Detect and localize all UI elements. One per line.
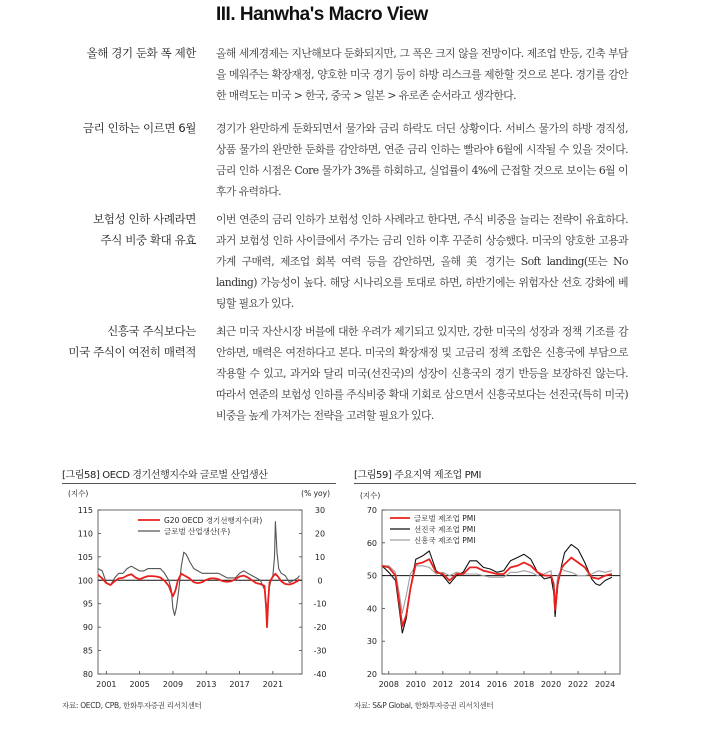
y-tick-label: 40	[366, 604, 377, 614]
section-label: 금리 인하는 이르면 6월	[82, 121, 196, 135]
y-tick-label: 115	[77, 506, 93, 515]
y-tick-label: 50	[366, 571, 377, 581]
figure-title: OECD 경기선행지수와 글로벌 산업생산	[102, 470, 268, 481]
section-label: 올해 경기 둔화 폭 제한	[86, 46, 196, 60]
y-tick-label: 20	[366, 670, 377, 679]
y2-tick-label: -30	[313, 646, 327, 656]
figure-number: [그림59]	[354, 470, 392, 481]
plot-frame	[382, 510, 620, 674]
y-axis-unit: (지수)	[68, 489, 89, 498]
caption-rule	[62, 483, 336, 484]
x-tick-label: 2005	[129, 680, 150, 689]
y-tick-label: 90	[82, 623, 93, 633]
y-tick-label: 30	[366, 637, 377, 647]
x-tick-label: 2013	[196, 680, 217, 689]
y-tick-label: 95	[82, 599, 93, 609]
series-line-dm-pmi	[382, 544, 612, 633]
page-title: III. Hanwha's Macro View	[216, 4, 428, 25]
section-body: 이번 연준의 금리 인하가 보험성 인하 사례라고 한다면, 주식 비중을 늘리는 전략이 유효하다. 과거 보험성 인하 사이클에서 주가는 금리 인하 이후 꾸준히 상승했다. 미국의 양호한 고용과 가계 구매력, 제조업 회복 여력 등을 감안하면, 올해 美 경기는 Soft landing(또는 No landing) 가능성이 높다. 해당 시나리오를 토대로 하면, 하반기에는 위험자산 선호 강화에 베팅할 필요가 있다.	[216, 213, 628, 310]
y2-tick-label: 20	[314, 529, 326, 539]
y-tick-label: 100	[77, 576, 93, 586]
y2-tick-label: -10	[313, 599, 327, 609]
caption-rule	[354, 483, 636, 484]
x-tick-label: 2010	[405, 680, 426, 689]
figure-title: 주요지역 제조업 PMI	[394, 470, 482, 481]
series-line-em-pmi	[382, 566, 612, 614]
pmi-chart	[354, 488, 636, 708]
y2-tick-label: -20	[313, 623, 327, 633]
y-tick-label: 70	[366, 506, 377, 515]
oecd-lei-chart	[62, 488, 336, 708]
legend-label: 글로벌 산업생산(우)	[164, 527, 231, 536]
x-tick-label: 2018	[513, 680, 535, 689]
x-tick-label: 2021	[262, 680, 284, 689]
y2-tick-label: 10	[314, 552, 326, 562]
y2-axis-unit: (% yoy)	[301, 489, 330, 498]
figure-caption	[354, 466, 481, 481]
series-line-global-ip	[98, 522, 300, 623]
x-tick-label: 2024	[594, 680, 616, 689]
legend-label: 글로벌 제조업 PMI	[414, 514, 476, 523]
section-body: 경기가 완만하게 둔화되면서 물가와 금리 하락도 더딘 상황이다. 서비스 물가의 하방 경직성, 상품 물가의 완만한 둔화를 감안하면, 연준 금리 인하는 빨라야 6월에 시작될 수 있을 것이다. 금리 인하 시점은 Core 물가가 3%를 하회하고, 실업률이 4%에 근접할 것으로 보이는 6월 이후가 유력하다.	[216, 122, 628, 198]
section-body: 최근 미국 자산시장 버블에 대한 우려가 제기되고 있지만, 강한 미국의 성장과 정책 기조를 감안하면, 매력은 여전하다고 본다. 미국의 확장재정 및 고금리 정책 조합은 신흥국에 부담으로 작용할 수 있고, 과거와 달리 미국(선진국)의 성장이 신흥국의 경기 반등을 보장하진 않는다. 따라서 연준의 보험성 인하를 주식비중 확대 기회로 삼으면서 신흥국보다는 선진국(특히 미국) 비중을 높게 가져가는 전략을 고려할 필요가 있다.	[216, 325, 628, 422]
legend-label: 신흥국 제조업 PMI	[414, 536, 476, 545]
x-tick-label: 2001	[96, 680, 117, 689]
x-tick-label: 2020	[540, 680, 562, 689]
x-tick-label: 2017	[229, 680, 250, 689]
y-tick-label: 105	[77, 552, 93, 562]
legend-label: 선진국 제조업 PMI	[414, 525, 476, 534]
section-label: 신흥국 주식보다는 미국 주식이 여전히 매력적	[68, 324, 196, 359]
x-tick-label: 2016	[486, 680, 508, 689]
figure-caption	[62, 466, 267, 481]
x-tick-label: 2009	[162, 680, 184, 689]
series-line-global-pmi	[382, 558, 612, 627]
x-tick-label: 2014	[459, 680, 481, 689]
y2-tick-label: -40	[313, 670, 327, 679]
x-tick-label: 2022	[567, 680, 589, 689]
y-tick-label: 85	[82, 646, 93, 656]
y-tick-label: 110	[77, 529, 93, 539]
legend-label: G20 OECD 경기선행지수(좌)	[164, 516, 263, 525]
y2-tick-label: 0	[317, 576, 323, 586]
figure-source: 자료: S&P Global, 한화투자증권 리서치센터	[354, 701, 494, 710]
y-axis-unit: (지수)	[360, 491, 381, 500]
x-tick-label: 2008	[378, 680, 399, 689]
section-label: 보험성 인하 사례라면 주식 비중 확대 유효	[93, 212, 196, 247]
x-tick-label: 2012	[432, 680, 454, 689]
y-tick-label: 80	[82, 670, 93, 679]
section-body: 올해 세계경제는 지난해보다 둔화되지만, 그 폭은 크지 않을 전망이다. 제조업 반등, 긴축 부담을 메워주는 확장재정, 양호한 미국 경기 등이 하방 리스크를 제한할 것으로 본다. 경기를 감안한 매력도는 미국 > 한국, 중국 > 일본 > 유로존 순서라고 생각한다.	[216, 47, 628, 102]
figure-source: 자료: OECD, CPB, 한화투자증권 리서치센터	[62, 701, 202, 710]
series-line-oecd-lei	[98, 574, 300, 627]
y2-tick-label: 30	[314, 506, 326, 515]
figure-number: [그림58]	[62, 470, 100, 481]
y-tick-label: 60	[366, 538, 377, 548]
